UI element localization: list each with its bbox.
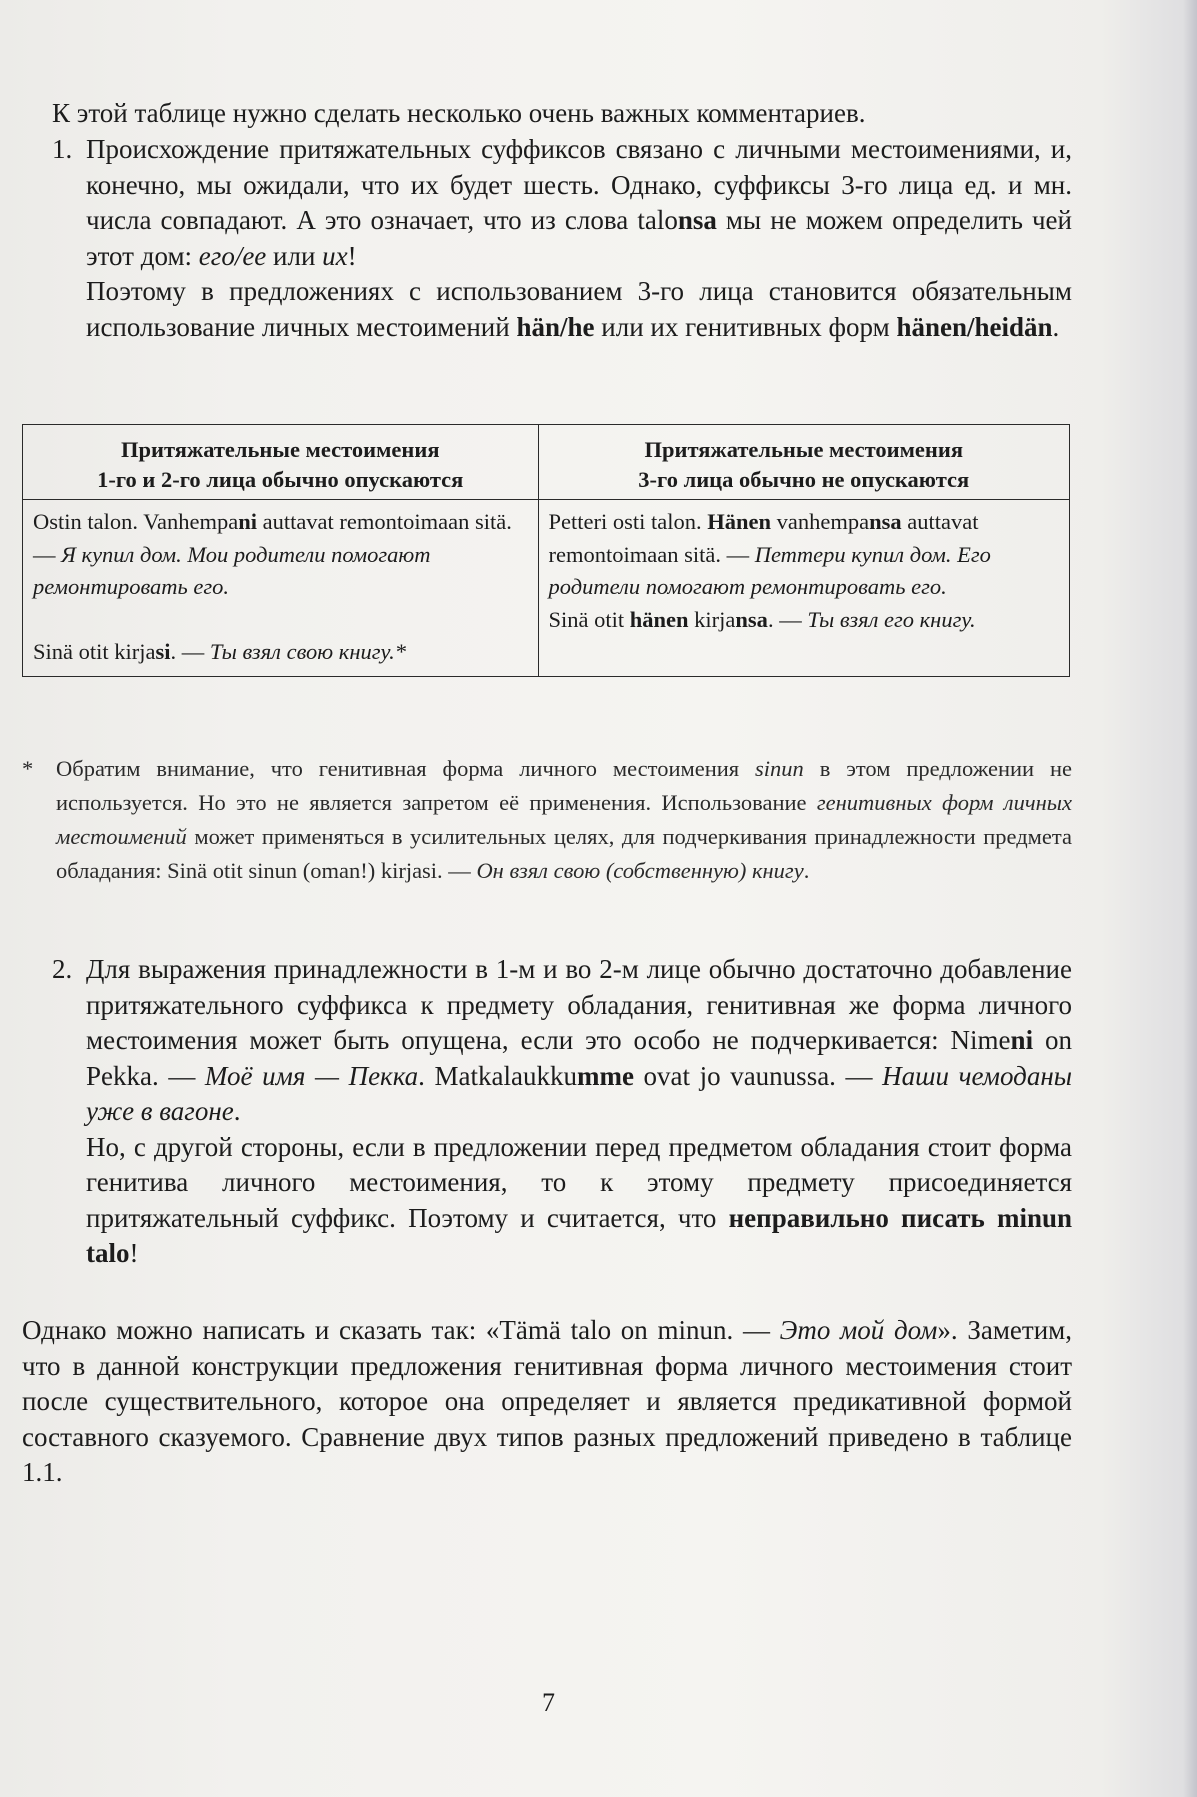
list-item-1 bbox=[52, 132, 1072, 345]
left-example-1: Ostin talon. Vanhempani auttavat remontoimaan sitä. — Я купил дом. Мои родители помогают ремонтировать его. bbox=[33, 509, 512, 599]
list-number: 2. bbox=[52, 954, 73, 984]
item1-paragraph-2: Поэтому в предложениях с использованием 3-го лица становится обязательным использование личных местоимений hän/he или их генитивных форм hänen/heidän. bbox=[86, 276, 1072, 342]
table-row bbox=[23, 500, 1070, 677]
possessive-table bbox=[22, 424, 1070, 677]
page-number: 7 bbox=[542, 1688, 555, 1717]
item1-paragraph-1: Происхождение притяжательных суффиксов связано с личными местоимениями, и, конечно, мы ожидали, что их будет шесть. Однако, суффиксы 3-го лица ед. и мн. числа совпадают. А это означает, что из слова talonsa мы не можем определить чей этот дом: его/ее или их! bbox=[86, 134, 1072, 271]
footnote-mark: * bbox=[22, 756, 34, 781]
right-example-1: Petteri osti talon. Hänen vanhempansa auttavat remontoimaan sitä. — Петтери купил дом. Его родители помогают ремонтировать его. bbox=[548, 509, 991, 599]
list-number: 1. bbox=[52, 134, 73, 164]
item2-paragraph-2: Но, с другой стороны, если в предложении перед предметом обладания стоит форма генитива личного местоимения, то к этому предмету присоединяется притяжательный суффикс. Поэтому и считается, что неправильно писать minun talo! bbox=[86, 1131, 1073, 1268]
table-header-right: Притяжательные местоимения 3-го лица обычно не опускаются bbox=[538, 425, 1070, 500]
footnote-body: Обратим внимание, что генитивная форма личного местоимения sinun в этом предложении не используется. Но это не является запретом её применения. Использование генитивных форм личных местоимений может применяться в усилительных целях, для подчеркивания принадлежности предмета обладания: Sinä otit sinun (oman!) kirjasi. — Он взял свою (собственную) книгу. bbox=[56, 756, 1073, 883]
footnote bbox=[22, 752, 1072, 888]
item2-paragraph-1: Для выражения принадлежности в 1-м и во 2-м лице обычно достаточно добавление притяжательного суффикса к предмету обладания, генитивная же форма личного местоимения может быть опущена, если это особо не подчеркивается: Nimeni on Pekka. — Моё имя — Пекка. Matkalaukkumme ovat jo vaunussa. — Наши чемоданы уже в вагоне. bbox=[86, 954, 1073, 1126]
intro-text: К этой таблице нужно сделать несколько очень важных комментариев. bbox=[52, 98, 866, 128]
table-cell-left bbox=[23, 500, 539, 677]
page-edge-shadow bbox=[1183, 0, 1197, 1797]
list-item-body bbox=[86, 132, 1072, 345]
list-item-2 bbox=[52, 952, 1072, 1272]
table-cell-right bbox=[538, 500, 1070, 677]
right-example-2: Sinä otit hänen kirjansa. — Ты взял его книгу. bbox=[548, 606, 976, 632]
table-header-row bbox=[23, 425, 1070, 500]
left-example-2: Sinä otit kirjasi. — Ты взял свою книгу.* bbox=[33, 638, 406, 664]
closing-paragraph: Однако можно написать и сказать так: «Tämä talo on minun. — Это мой дом». Заметим, что в данной конструкции предложения генитивная форма личного местоимения стоит после существительного, которое она определяет и является предикативной формой составного сказуемого. Сравнение двух типов разных предложений приведено в таблице 1.1. bbox=[22, 1315, 1072, 1487]
intro-paragraph bbox=[52, 96, 1052, 132]
table-header-left: Притяжательные местоимения 1-го и 2-го лица обычно опускаются bbox=[23, 425, 539, 500]
list-item-body bbox=[86, 952, 1072, 1272]
